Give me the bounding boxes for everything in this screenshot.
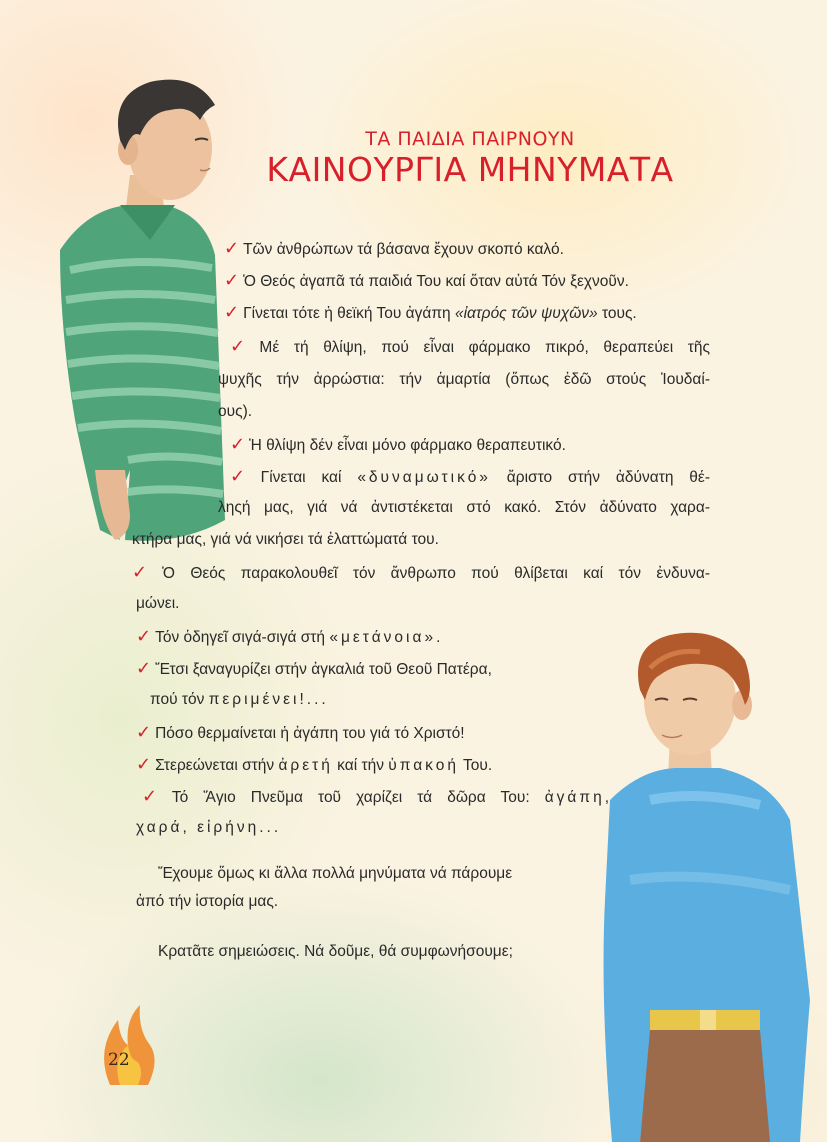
check-mark-icon: ✓ <box>136 722 152 742</box>
text-line: ληςή μας, γιά νά ἀντιστέκεται στό κακό. Στόν ἀδύνατο χαρα- <box>218 499 710 516</box>
page-number: 22 <box>108 1050 130 1070</box>
text-line: ✓ Μέ τή θλίψη, πού εἶναι φάρμακο πικρό, θεραπεύει τῆς <box>230 336 710 356</box>
boy-left-illustration <box>60 80 225 541</box>
check-mark-icon: ✓ <box>224 270 240 290</box>
text-line: ✓ Τῶν ἀνθρώπων τά βάσανα ἔχουν σκοπό καλό. <box>224 238 564 258</box>
text-line: ✓ Τό Ἅγιο Πνεῦμα τοῦ χαρίζει τά δῶρα Του: ἀγάπη, <box>142 786 612 806</box>
check-mark-icon: ✓ <box>136 754 152 774</box>
text-line: ✓ Πόσο θερμαίνεται ἡ ἀγάπη του γιά τό Χριστό! <box>136 722 465 742</box>
text-line: ψυχῆς τήν ἀρρώστια: τήν ἁμαρτία (ὅπως ἐδῶ στούς Ἰουδαί- <box>218 371 710 388</box>
check-mark-icon: ✓ <box>132 562 159 582</box>
text-line: ✓ Ἡ θλίψη δέν εἶναι μόνο φάρμακο θεραπευτικό. <box>230 434 566 454</box>
page-subtitle: ΤΑ ΠΑΙΔΙΑ ΠΑΙΡΝΟΥΝ <box>365 128 575 150</box>
text-line: ✓ Τόν ὁδηγεῖ σιγά-σιγά στή «μετάνοια». <box>136 626 444 646</box>
page-title: ΚΑΙΝΟΥΡΓΙΑ ΜΗΝΥΜΑΤΑ <box>266 150 674 189</box>
check-mark-icon: ✓ <box>136 658 152 678</box>
text-line: χαρά, εἰρήνη... <box>136 819 282 836</box>
text-line: Ἔχουμε ὅμως κι ἄλλα πολλά μηνύματα νά πάρουμε <box>158 865 513 882</box>
text-line: κτήρα μας, γιά νά νικήσει τά ἐλαττώματά του. <box>132 531 439 548</box>
text-line: ✓ Ὁ Θεός παρακολουθεῖ τόν ἄνθρωπο πού θλίβεται καί τόν ἐνδυνα- <box>132 562 710 582</box>
text-line: ✓ Γίνεται καί «δυναμωτικό» ἄριστο στήν ἀδύνατη θέ- <box>230 466 710 486</box>
text-line: ✓ Στερεώνεται στήν ἀρετή καί τήν ὑπακοή Του. <box>136 754 493 774</box>
text-line: μώνει. <box>136 595 180 612</box>
text-line: ους). <box>218 403 253 420</box>
check-mark-icon: ✓ <box>224 238 240 258</box>
text-line: ἀπό τήν ἱστορία μας. <box>136 893 279 910</box>
check-mark-icon: ✓ <box>230 336 256 356</box>
text-line: πού τόν περιμένει!... <box>150 691 329 708</box>
boy-right-illustration <box>604 633 810 1142</box>
check-mark-icon: ✓ <box>230 434 246 454</box>
check-mark-icon: ✓ <box>136 626 152 646</box>
check-mark-icon: ✓ <box>224 302 240 322</box>
text-line: Κρατᾶτε σημειώσεις. Νά δοῦμε, θά συμφωνήσουμε; <box>158 943 513 960</box>
check-mark-icon: ✓ <box>230 466 257 486</box>
text-line: ✓ Γίνεται τότε ἡ θεϊκή Του ἀγάπη «ἰατρός τῶν ψυχῶν» τους. <box>224 302 637 322</box>
text-line: ✓ Ὁ Θεός ἀγαπᾶ τά παιδιά Του καί ὅταν αὐτά Τόν ξεχνοῦν. <box>224 270 629 290</box>
flame-illustration <box>104 1005 154 1085</box>
text-line: ✓ Ἔτσι ξαναγυρίζει στήν ἀγκαλιά τοῦ Θεοῦ Πατέρα, <box>136 658 492 678</box>
check-mark-icon: ✓ <box>142 786 168 806</box>
